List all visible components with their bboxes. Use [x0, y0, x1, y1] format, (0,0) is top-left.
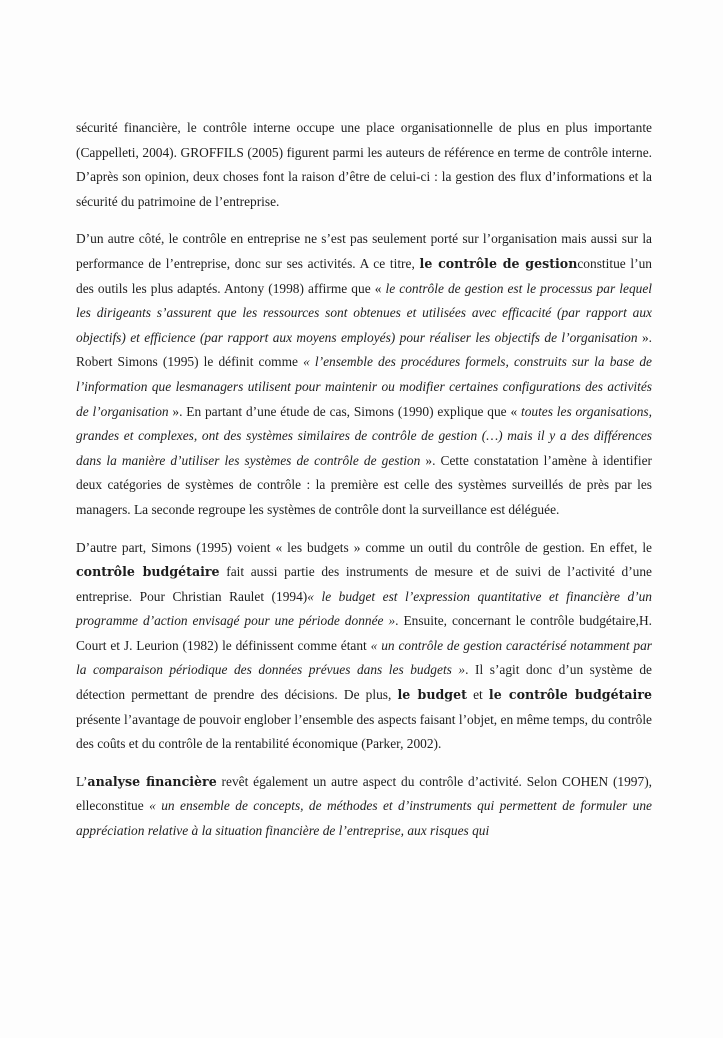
bold-term: contrôle budgétaire [76, 564, 220, 580]
text-run: ». Robert Simons (1995) le définit comme [76, 329, 652, 370]
italic-quote: « l’ensemble des procédures formels, construits sur la base de l’information que lesmanagers utilisent pour maintenir ou modifier certaines configurations des activités de l’organisation [76, 354, 652, 419]
italic-quote: toutes les organisations, grandes et complexes, ont des systèmes similaires de contrôle de gestion (…) mais il y a des différences dans la manière d’utiliser les systèmes de contrôle de gestion [76, 403, 652, 468]
document-body [76, 116, 652, 857]
italic-quote: le contrôle de gestion est le processus par lequel les dirigeants s’assurent que les ressources sont obtenues et utilisées avec efficacité (par rapport aux objectifs) et efficience (par rapport aux moyens employés) pour réaliser les objectifs de l’organisation [76, 280, 653, 345]
bold-term: le contrôle de gestion [419, 255, 578, 271]
text-run: et [466, 687, 489, 703]
text-run: . Ensuite, concernant le contrôle budgétaire,H. Court et J. Leurion (1982) le définissent comme étant [76, 613, 653, 653]
text-run: D’un autre côté, le contrôle en entreprise ne s’est pas seulement porté sur l’organisation mais aussi sur la performance de l’entreprise, donc sur ses activités. A ce titre, [76, 231, 652, 271]
bold-term: le contrôle budgétaire [488, 687, 652, 703]
bold-term: le budget [397, 687, 467, 703]
text-run: D’autre part, Simons (1995) voient « les budgets » comme un outil du contrôle de gestion. En effet, le [76, 539, 652, 555]
text-run: constitue l’un des outils les plus adaptés. Antony (1998) affirme que « [76, 255, 652, 296]
paragraph-financial-analysis [76, 770, 652, 844]
text-run: revêt également un autre aspect du contrôle d’activité. Selon COHEN (1997), elleconstitue [76, 773, 653, 814]
bold-term: analyse financière [87, 773, 217, 789]
paragraph-internal-control [76, 116, 652, 214]
text-run: fait aussi partie des instruments de mesure et de suivi de l’activité d’une entreprise. Pour Christian Raulet (1994) [76, 564, 652, 604]
paragraph-budget-control [76, 536, 652, 757]
italic-quote: « un ensemble de concepts, de méthodes et d’instruments qui permettent de formuler une appréciation relative à la situation financière de l’entreprise, aux risques qui [76, 798, 652, 839]
text-run: . Il s’agit donc d’un système de détection permettant de prendre des décisions. De plus, [76, 662, 652, 703]
text-run: ». En partant d’une étude de cas, Simons (1990) explique que « [168, 403, 521, 419]
text-run: ». Cette constatation l’amène à identifier deux catégories de systèmes de contrôle : la première est celle des systèmes surveillés de près par les managers. La seconde regroupe les systèmes de contrôle dont la surveillance est déléguée. [76, 452, 652, 517]
text-run: sécurité financière, le contrôle interne occupe une place organisationnelle de plus en plus importante (Cappelleti, 2004). GROFFILS (2005) figurent parmi les auteurs de référence en terme de contrôle interne. D’après son opinion, deux choses font la raison d’être de celui-ci : la gestion des flux d’informations et la sécurité du patrimoine de l’entreprise. [76, 120, 652, 209]
italic-quote: « un contrôle de gestion caractérisé notamment par la comparaison périodique des données prévues dans les budgets » [76, 637, 653, 678]
paragraph-management-control [76, 227, 652, 522]
text-run: L’ [76, 773, 88, 789]
italic-quote: « le budget est l’expression quantitative et financière d’un programme d’action envisagé pour une période donnée » [76, 588, 652, 629]
text-run: présente l’avantage de pouvoir englober l’ensemble des aspects faisant l’objet, en même temps, du contrôle des coûts et du contrôle de la rentabilité économique (Parker, 2002). [76, 711, 652, 752]
